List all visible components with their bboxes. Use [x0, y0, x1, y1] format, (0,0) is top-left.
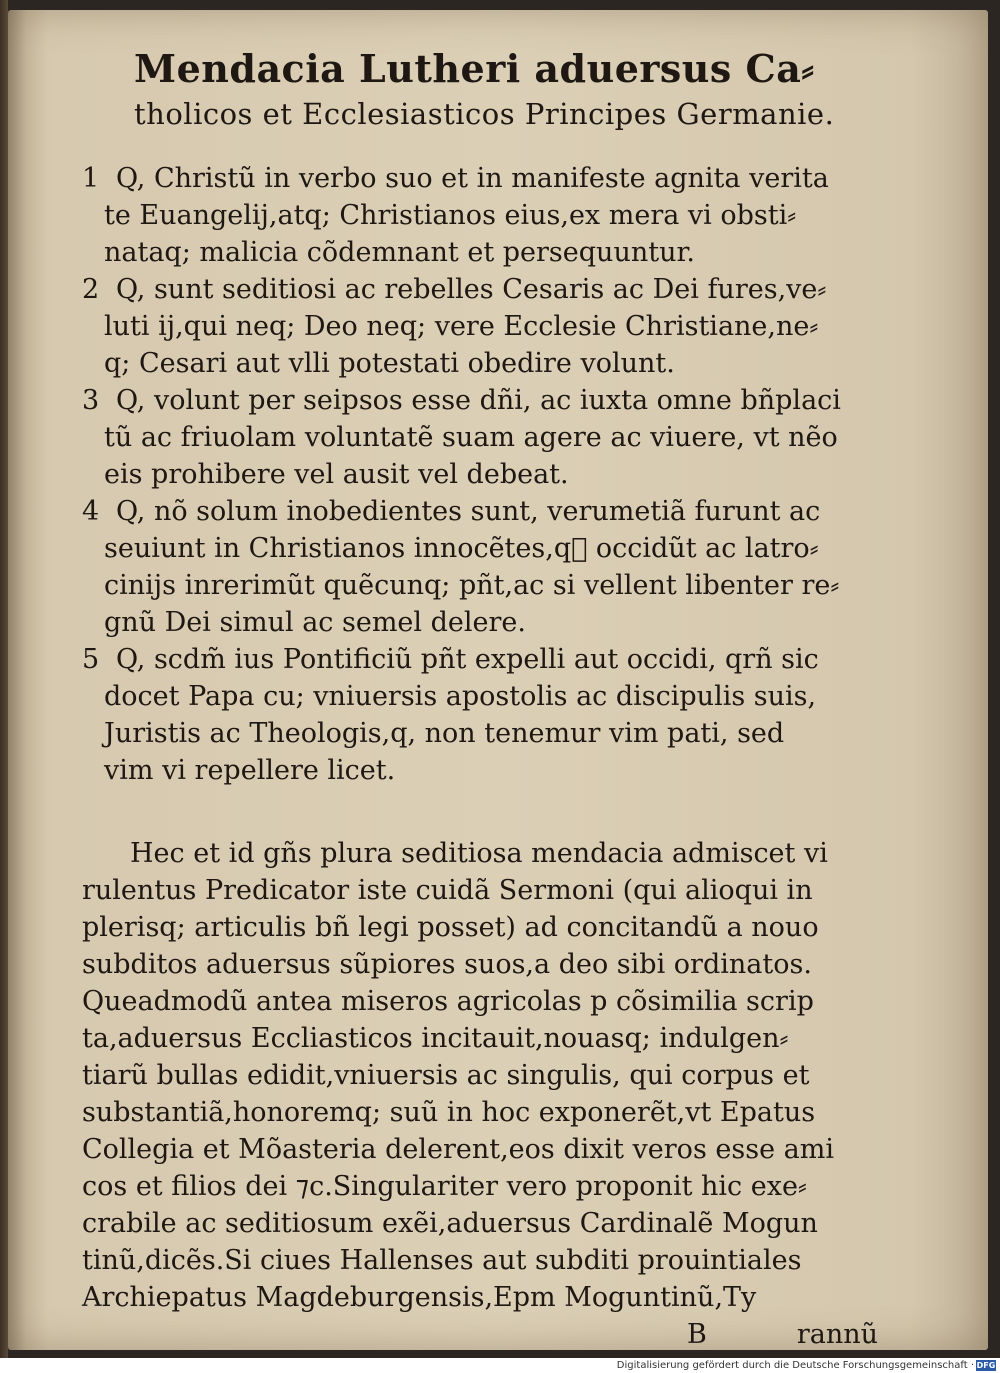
article-line: nataq; malicia cõdemnant et persequuntur. — [104, 237, 695, 268]
paragraph-line: tiarũ bullas edidit,vniuersis ac singulis, qui corpus et — [82, 1060, 810, 1091]
paragraph-line: substantiã,honoremq; suũ in hoc exponerẽt,vt Epatus — [82, 1097, 816, 1128]
article-line: Juristis ac Theologis,q, non tenemur vim pati, sed — [104, 718, 785, 749]
page-title — [82, 44, 882, 134]
article-line: Q, sunt seditiosi ac rebelles Cesaris ac Dei fures,ve⸗ — [116, 274, 827, 305]
article-line: Q, Christũ in verbo suo et in manifeste agnita verita — [116, 163, 829, 194]
funding-credit: Digitalisierung gefördert durch die Deutsche Forschungsgemeinschaft · — [616, 1360, 974, 1371]
article-2 — [82, 271, 882, 382]
article-number: 5 — [82, 644, 100, 675]
article-line: vim vi repellere licet. — [104, 755, 396, 786]
paragraph-line: Archiepatus Magdeburgensis,Epm Moguntinũ,Ty — [82, 1282, 757, 1313]
catchword: rannũ — [796, 1319, 878, 1350]
article-number: 4 — [82, 496, 100, 527]
paragraph-line: Queadmodũ antea miseros agricolas p cõsimilia scrip — [82, 986, 814, 1017]
title-line-1: Mendacia Lutheri aduersus Ca⸗ — [134, 46, 815, 91]
article-line: cinijs inrerimũt quẽcunq; pñt,ac si vellent libenter re⸗ — [104, 570, 840, 601]
paragraph-line: crabile ac seditiosum exẽi,aduersus Cardinalẽ Mogun — [82, 1208, 818, 1239]
dfg-logo: DFG — [976, 1361, 996, 1370]
article-line: Q, volunt per seipsos esse dñi, ac iuxta omne bñplaci — [116, 385, 841, 416]
paragraph-line: ta,aduersus Eccliasticos incitauit,nouasq; indulgen⸗ — [82, 1023, 789, 1054]
article-3 — [82, 382, 882, 493]
article-line: gnũ Dei simul ac semel delere. — [104, 607, 526, 638]
article-line: docet Papa cu; vniuersis apostolis ac discipulis suis, — [104, 681, 817, 712]
signature-mark: B — [686, 1319, 707, 1350]
catchword-row — [82, 1316, 882, 1353]
book-spine — [0, 0, 8, 1358]
footer-bar — [0, 1358, 1000, 1373]
paragraph-line: cos et filios dei ⁊c.Singulariter vero proponit hic exe⸗ — [82, 1171, 807, 1202]
paragraph-line: subditos aduersus sũpiores suos,a deo sibi ordinatos. — [82, 949, 812, 980]
paragraph-line: rulentus Predicator iste cuidã Sermoni (qui alioqui in — [82, 875, 813, 906]
body-paragraph — [82, 835, 882, 1316]
article-number: 2 — [82, 274, 100, 305]
paragraph-line: Collegia et Mõasteria delerent,eos dixit veros esse ami — [82, 1134, 834, 1165]
paragraph-line: plerisq; articulis bñ legi posset) ad concitandũ a nouo — [82, 912, 819, 943]
article-number: 3 — [82, 385, 100, 416]
article-line: Q, scdm̃ ius Pontificiũ pñt expelli aut occidi, qrñ sic — [116, 644, 819, 675]
article-line: seuiunt in Christianos innocẽtes,q᷑ occidũt ac latro⸗ — [104, 533, 819, 564]
page-text — [82, 44, 882, 1353]
article-line: te Euangelij,atq; Christianos eius,ex mera vi obsti⸗ — [104, 200, 797, 231]
article-number: 1 — [82, 163, 100, 194]
article-list — [82, 160, 882, 789]
article-line: Q, nõ solum inobedientes sunt, verumetiã furunt ac — [116, 496, 821, 527]
article-line: tũ ac friuolam voluntatẽ suam agere ac viuere, vt nẽo — [104, 422, 838, 453]
article-line: luti ij,qui neq; Deo neq; vere Ecclesie Christiane,ne⸗ — [104, 311, 819, 342]
paragraph-line: Hec et id gñs plura seditiosa mendacia admiscet vi — [130, 838, 828, 869]
article-5 — [82, 641, 882, 789]
article-line: eis prohibere vel ausit vel debeat. — [104, 459, 569, 490]
article-1 — [82, 160, 882, 271]
paragraph-line: tinũ,dicẽs.Si ciues Hallenses aut subditi prouintiales — [82, 1245, 802, 1276]
title-line-2: tholicos et Ecclesiasticos Principes Germanie. — [134, 97, 835, 131]
article-4 — [82, 493, 882, 641]
article-line: q; Cesari aut vlli potestati obedire volunt. — [104, 348, 675, 379]
